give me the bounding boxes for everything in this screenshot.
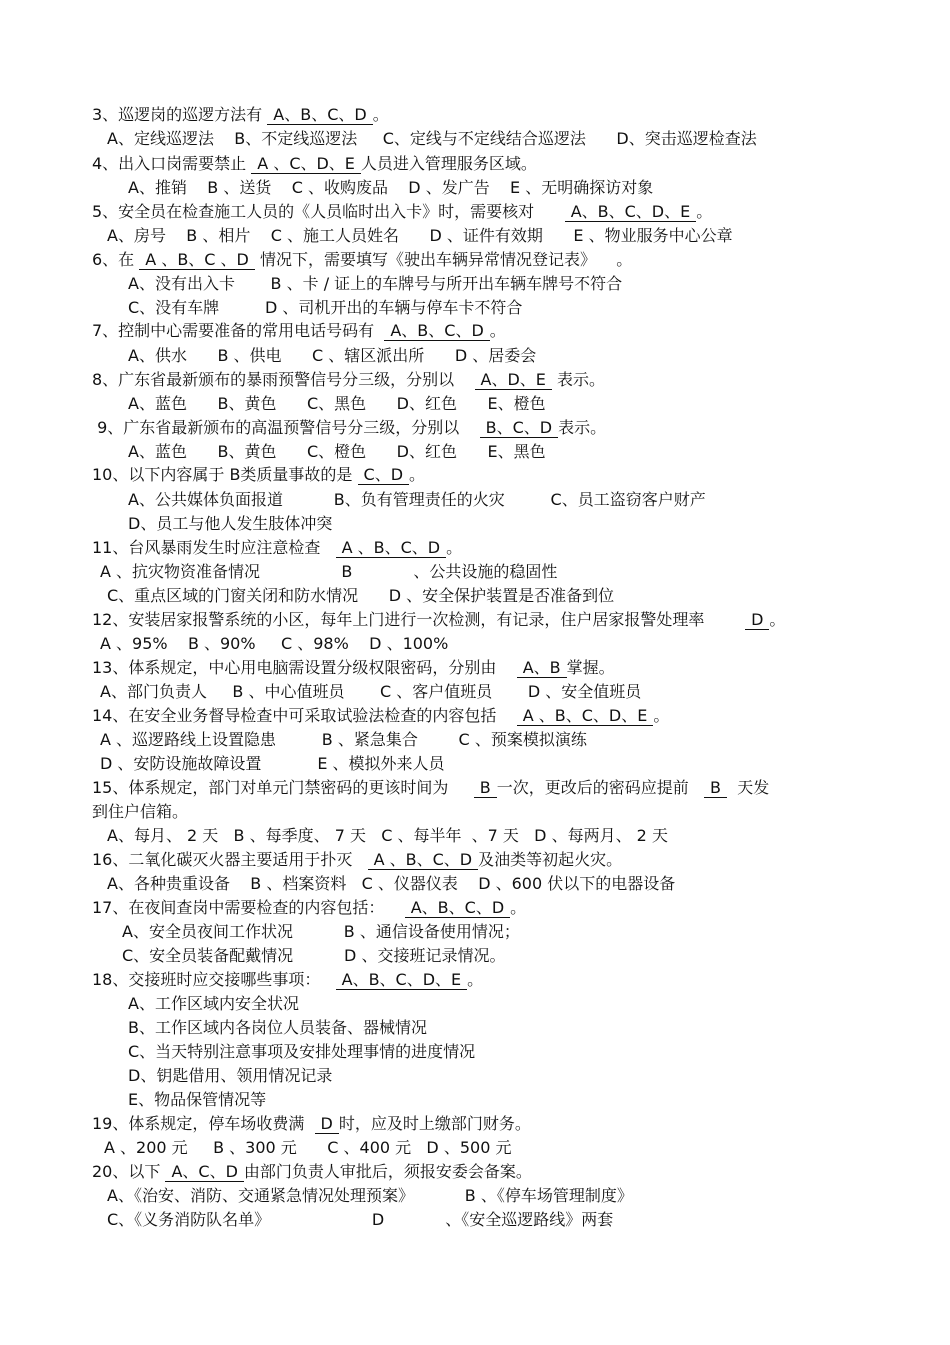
text-line: [92, 657, 615, 679]
line-text: A 、200 元 B 、300 元 C 、400 元 D 、500 元: [104, 1138, 512, 1157]
text-line: [128, 273, 622, 295]
text-line: [122, 945, 505, 967]
text-line: [100, 753, 445, 775]
line-text: 20、以下: [92, 1162, 166, 1181]
text-line: [92, 369, 605, 391]
line-text: 。: [409, 465, 426, 484]
text-line: [128, 345, 536, 367]
line-text: 8、广东省最新颁布的暴雨预警信号分三级，分别以: [92, 370, 475, 389]
line-text: 。: [769, 610, 786, 629]
answer-blank: A 、B、C、D: [336, 538, 447, 558]
text-line: [92, 104, 389, 126]
line-text: A 、抗灾物资准备情况 B 、公共设施的稳固性: [100, 562, 558, 581]
answer-blank: A、B、C、D、E: [336, 970, 468, 990]
line-text: 16、二氧化碳灭火器主要适用于扑灭: [92, 850, 368, 869]
answer-blank: A 、B、C、D、E: [517, 706, 654, 726]
text-line: [107, 1209, 613, 1231]
line-text: 9、广东省最新颁布的高温预警信号分三级，分别以: [92, 418, 480, 437]
line-text: 到住户信箱。: [92, 802, 189, 821]
line-text: 13、体系规定，中心用电脑需设置分级权限密码，分别由: [92, 658, 517, 677]
line-text: D、钥匙借用、领用情况记录: [128, 1066, 333, 1085]
line-text: 3、巡逻岗的巡逻方法有: [92, 105, 268, 124]
line-text: A 、95% B 、90% C 、98% D 、100%: [100, 634, 449, 653]
line-text: A、供水 B 、供电 C 、辖区派出所 D 、居委会: [128, 346, 537, 365]
line-text: 10、以下内容属于 B类质量事故的是: [92, 465, 358, 484]
answer-blank: B: [704, 778, 727, 798]
line-text: 12、安装居家报警系统的小区，每年上门进行一次检测，有记录，住户居家报警处理率: [92, 610, 746, 629]
line-text: C、重点区域的门窗关闭和防水情况 D 、安全保护装置是否准备到位: [107, 586, 615, 605]
text-line: [100, 561, 557, 583]
line-text: 7、控制中心需要准备的常用电话号码有: [92, 321, 385, 340]
line-text: 天发: [727, 778, 770, 797]
text-line: [92, 1161, 532, 1183]
text-line: [100, 633, 448, 655]
text-line: [92, 464, 425, 486]
line-text: C、安全员装备配戴情况 D 、交接班记录情况。: [122, 946, 506, 965]
line-text: 4、出入口岗需要禁止: [92, 154, 252, 173]
text-line: [128, 1017, 427, 1039]
line-text: C、没有车牌 D 、司机开出的车辆与停车卡不符合: [128, 298, 523, 317]
line-text: A、安全员夜间工作状况 B 、通信设备使用情况；: [122, 922, 520, 941]
text-line: [92, 153, 537, 175]
text-line: [128, 489, 706, 511]
text-line: [128, 441, 546, 463]
text-line: [107, 825, 668, 847]
answer-blank: D: [315, 1114, 339, 1134]
text-line: [100, 729, 587, 751]
text-line: [107, 1185, 633, 1207]
line-text: A、工作区域内安全状况: [128, 994, 299, 1013]
line-text: 6、在: [92, 250, 140, 269]
text-line: [128, 1089, 266, 1111]
text-line: [128, 1065, 332, 1087]
answer-blank: A 、B、C 、D: [139, 250, 255, 270]
answer-blank: A、B、C、D: [267, 105, 372, 125]
line-text: B、工作区域内各岗位人员装备、器械情况: [128, 1018, 427, 1037]
line-text: D、员工与他人发生肢体冲突: [128, 514, 333, 533]
line-text: 14、在安全业务督导检查中可采取试验法检查的内容包括: [92, 706, 517, 725]
line-text: A、各种贵重设备 B 、档案资料 C 、仪器仪表 D 、600 伏以下的电器设备: [107, 874, 676, 893]
text-line: [92, 705, 669, 727]
text-line: [92, 1113, 531, 1135]
text-line: [107, 225, 733, 247]
text-line: [122, 921, 520, 943]
line-text: 表示。: [558, 418, 607, 437]
line-text: 15、体系规定，部门对单元门禁密码的更该时间为: [92, 778, 474, 797]
text-line: [92, 849, 622, 871]
answer-blank: D: [745, 610, 769, 630]
line-text: 11、台风暴雨发生时应注意检查: [92, 538, 336, 557]
text-line: [107, 128, 757, 150]
line-text: A、每月、 2 天 B 、每季度、 7 天 C 、每半年 、7 天 D 、每两月、 2 天: [107, 826, 668, 845]
text-line: [92, 320, 506, 342]
line-text: 。: [510, 898, 527, 917]
line-text: C、《义务消防队名单》 D 、《安全巡逻路线》两套: [107, 1210, 614, 1229]
text-line: [107, 585, 614, 607]
line-text: A、没有出入卡 B 、卡 / 证上的车牌号与所开出车辆车牌号不符合: [128, 274, 623, 293]
text-line: [128, 393, 546, 415]
text-line: [128, 177, 653, 199]
line-text: A、蓝色 B、黄色 C、橙色 D、红色 E、黑色: [128, 442, 546, 461]
line-text: A、推销 B 、送货 C 、收购废品 D 、发广告 E 、无明确探访对象: [128, 178, 654, 197]
line-text: 。: [372, 105, 389, 124]
line-text: A、蓝色 B、黄色 C、黑色 D、红色 E、橙色: [128, 394, 546, 413]
text-line: [100, 681, 641, 703]
answer-blank: A、C、D: [165, 1162, 243, 1182]
line-text: 。: [653, 706, 670, 725]
answer-blank: A、B、C、D、E: [565, 202, 697, 222]
answer-blank: A、B、C、D: [405, 898, 510, 918]
line-text: 表示。: [551, 370, 606, 389]
line-text: 17、在夜间查岗中需要检查的内容包括：: [92, 898, 405, 917]
text-line: [128, 993, 299, 1015]
answer-blank: B: [474, 778, 497, 798]
line-text: 掌握。: [566, 658, 615, 677]
text-line: [92, 969, 483, 991]
text-line: [128, 1041, 475, 1063]
line-text: 。: [696, 202, 713, 221]
line-text: 。: [467, 970, 484, 989]
line-text: 19、体系规定，停车场收费满: [92, 1114, 315, 1133]
line-text: A、定线巡逻法 B、不定线巡逻法 C、定线与不定线结合巡逻法 D、突击巡逻检查法: [107, 129, 757, 148]
answer-blank: A、B: [517, 658, 567, 678]
line-text: 人员进入管理服务区域。: [360, 154, 537, 173]
line-text: A、《治安、消防、交通紧急情况处理预案》 B 、《停车场管理制度》: [107, 1186, 633, 1205]
line-text: C、当天特别注意事项及安排处理事情的进度情况: [128, 1042, 476, 1061]
text-line: [128, 513, 332, 535]
text-line: [128, 297, 522, 319]
line-text: 及油类等初起火灾。: [478, 850, 623, 869]
line-text: A 、巡逻路线上设置隐患 B 、紧急集合 C 、预案模拟演练: [100, 730, 587, 749]
line-text: 。: [489, 321, 506, 340]
answer-blank: C、D: [358, 465, 410, 485]
answer-blank: A、D、E: [475, 370, 552, 390]
text-line: [92, 249, 632, 271]
text-line: [104, 1137, 511, 1159]
line-text: 由部门负责人审批后，须报安委会备案。: [243, 1162, 532, 1181]
answer-blank: A 、C、D、E: [251, 154, 361, 174]
line-text: A、部门负责人 B 、中心值班员 C 、客户值班员 D 、安全值班员: [100, 682, 642, 701]
text-line: [92, 417, 606, 439]
line-text: E、物品保管情况等: [128, 1090, 267, 1109]
line-text: A、公共媒体负面报道 B、负有管理责任的火灾 C、员工盗窃客户财产: [128, 490, 706, 509]
answer-blank: A 、B、C、D: [368, 850, 479, 870]
text-line: [92, 609, 785, 631]
line-text: D 、安防设施故障设置 E 、模拟外来人员: [100, 754, 445, 773]
line-text: 时，应及时上缴部门财务。: [338, 1114, 531, 1133]
line-text: 。: [446, 538, 463, 557]
line-text: 5、安全员在检查施工人员的《人员临时出入卡》时，需要核对: [92, 202, 565, 221]
text-line: [92, 537, 462, 559]
line-text: 18、交接班时应交接哪些事项：: [92, 970, 336, 989]
text-line: [92, 201, 712, 223]
line-text: 一次，更改后的密码应提前: [496, 778, 705, 797]
text-line: [92, 777, 769, 799]
text-line: [92, 897, 526, 919]
line-text: 情况下，需要填写《驶出车辆异常情况登记表》 。: [254, 250, 633, 269]
text-line: [107, 873, 675, 895]
text-line: [92, 801, 188, 823]
line-text: A、房号 B 、相片 C 、施工人员姓名 D 、证件有效期 E 、物业服务中心公章: [107, 226, 733, 245]
answer-blank: A、B、C、D: [384, 321, 489, 341]
answer-blank: B、C、D: [480, 418, 558, 438]
